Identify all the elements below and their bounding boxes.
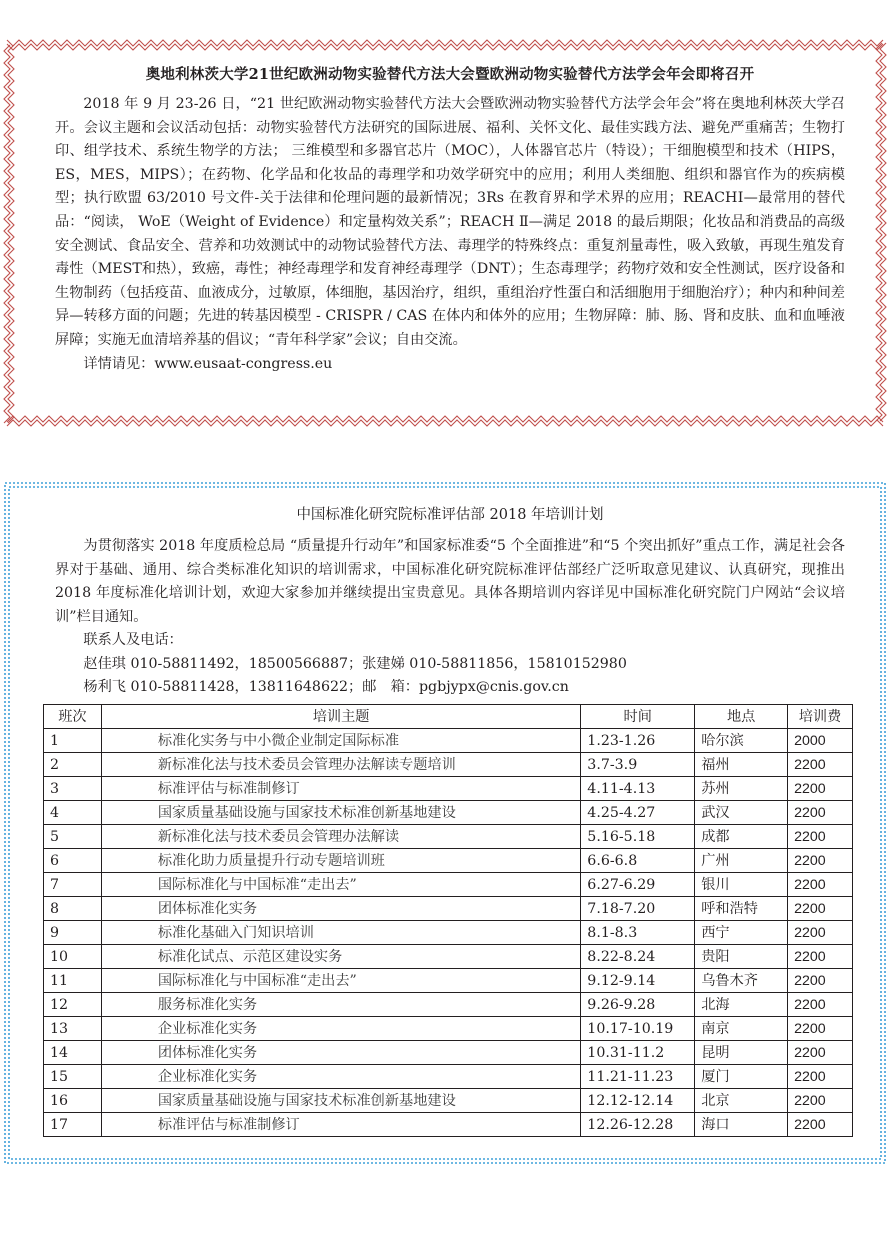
table-row bbox=[44, 873, 853, 897]
location-cell: 北京 bbox=[695, 1089, 788, 1113]
date-cell: 5.16-5.18 bbox=[581, 825, 695, 849]
fee-cell: 2200 bbox=[788, 1041, 853, 1065]
session-cell: 8 bbox=[44, 897, 102, 921]
eusaat-notice-body: 2018 年 9 月 23-26 日，“21 世纪欧洲动物实验替代方法大会暨欧洲动物实验替代方法学会年会”将在奥地利林茨大学召开。会议主题和会议活动包括：动物实验替代方法研究的国际进展、福利、关怀文化、最佳实践方法、避免严重痛苦；生物打印、组学技术、系统生物学的方法； 三维模型和多器官芯片（MOC），人体器官芯片（特设）；干细胞模型和技术（HIPS，ES，MES，MIPS）；在药物、化学品和化妆品的毒理学和功效学研究中的应用；利用人类细胞、组织和器官作为的疾病模型；执行欧盟 63/2010 号文件-关于法律和伦理问题的最新情况；3Rs 在教育界和学术界的应用；REACHⅠ—最常用的替代品：“阅读， WoE（Weight of Evidence）和定量构效关系”；REACH Ⅱ—满足 2018 的最后期限；化妆品和消费品的高级安全测试、食品安全、营养和功效测试中的动物试验替代方法、毒理学的特殊终点：重复剂量毒性，吸入致敏，再现生殖发育毒性（MEST和热），致癌，毒性；神经毒理学和发育神经毒理学（DNT）；生态毒理学；药物疗效和安全性测试，医疗设备和生物制药（包括疫苗、血液成分，过敏原，体细胞，基因治疗，组织，重组治疗性蛋白和活细胞用于细胞治疗）；种内和种间差异—转移方面的问题；先进的转基因模型 - CRISPR / CAS 在体内和体外的应用；生物屏障：肺、肠、肾和皮肤、血和血唾液屏障；实施无血清培养基的倡议；“青年科学家”会议；自由交流。 bbox=[55, 96, 845, 348]
location-cell: 哈尔滨 bbox=[695, 729, 788, 753]
table-row bbox=[44, 1017, 853, 1041]
topic-cell: 团体标准化实务 bbox=[101, 897, 580, 921]
topic-cell: 新标准化法与技术委员会管理办法解读专题培训 bbox=[101, 753, 580, 777]
training-plan-title: 中国标准化研究院标准评估部 2018 年培训计划 bbox=[296, 507, 604, 523]
location-cell: 银川 bbox=[695, 873, 788, 897]
session-cell: 15 bbox=[44, 1065, 102, 1089]
date-cell: 10.17-10.19 bbox=[581, 1017, 695, 1041]
fee-cell: 2200 bbox=[788, 825, 853, 849]
date-cell: 12.12-12.14 bbox=[581, 1089, 695, 1113]
location-cell: 武汉 bbox=[695, 801, 788, 825]
topic-cell: 国家质量基础设施与国家技术标准创新基地建设 bbox=[101, 1089, 580, 1113]
session-cell: 3 bbox=[44, 777, 102, 801]
date-cell: 3.7-3.9 bbox=[581, 753, 695, 777]
date-cell: 12.26-12.28 bbox=[581, 1113, 695, 1137]
location-cell: 广州 bbox=[695, 849, 788, 873]
location-cell: 成都 bbox=[695, 825, 788, 849]
topic-cell: 标准化试点、示范区建设实务 bbox=[101, 945, 580, 969]
fee-cell: 2200 bbox=[788, 1113, 853, 1137]
date-cell: 9.26-9.28 bbox=[581, 993, 695, 1017]
date-cell: 6.6-6.8 bbox=[581, 849, 695, 873]
table-row bbox=[44, 825, 853, 849]
topic-cell: 标准评估与标准制修订 bbox=[101, 777, 580, 801]
table-row bbox=[44, 897, 853, 921]
location-cell: 贵阳 bbox=[695, 945, 788, 969]
location-cell: 福州 bbox=[695, 753, 788, 777]
fee-cell: 2200 bbox=[788, 801, 853, 825]
fee-cell: 2200 bbox=[788, 1017, 853, 1041]
fee-cell: 2200 bbox=[788, 753, 853, 777]
fee-cell: 2200 bbox=[788, 945, 853, 969]
date-cell: 10.31-11.2 bbox=[581, 1041, 695, 1065]
table-row bbox=[44, 1113, 853, 1137]
training-plan-box bbox=[3, 481, 887, 1165]
table-row bbox=[44, 753, 853, 777]
topic-cell: 标准化实务与中小微企业制定国际标准 bbox=[101, 729, 580, 753]
location-cell: 昆明 bbox=[695, 1041, 788, 1065]
table-row bbox=[44, 777, 853, 801]
table-row bbox=[44, 993, 853, 1017]
date-cell: 11.21-11.23 bbox=[581, 1065, 695, 1089]
eusaat-notice-details: 详情请见：www.eusaat-congress.eu bbox=[83, 355, 333, 372]
contact-line-1: 赵佳琪 010-58811492，18500566887；张建娣 010-58811856，15810152980 bbox=[83, 655, 627, 672]
header-location: 地点 bbox=[695, 705, 788, 729]
table-row bbox=[44, 849, 853, 873]
topic-cell: 新标准化法与技术委员会管理办法解读 bbox=[101, 825, 580, 849]
session-cell: 9 bbox=[44, 921, 102, 945]
table-row bbox=[44, 1089, 853, 1113]
session-cell: 1 bbox=[44, 729, 102, 753]
date-cell: 6.27-6.29 bbox=[581, 873, 695, 897]
fee-cell: 2200 bbox=[788, 849, 853, 873]
topic-cell: 服务标准化实务 bbox=[101, 993, 580, 1017]
topic-cell: 标准化基础入门知识培训 bbox=[101, 921, 580, 945]
date-cell: 4.25-4.27 bbox=[581, 801, 695, 825]
location-cell: 西宁 bbox=[695, 921, 788, 945]
header-date: 时间 bbox=[581, 705, 695, 729]
session-cell: 11 bbox=[44, 969, 102, 993]
table-row bbox=[44, 1041, 853, 1065]
date-cell: 8.1-8.3 bbox=[581, 921, 695, 945]
date-cell: 1.23-1.26 bbox=[581, 729, 695, 753]
topic-cell: 标准评估与标准制修订 bbox=[101, 1113, 580, 1137]
session-cell: 12 bbox=[44, 993, 102, 1017]
topic-cell: 标准化助力质量提升行动专题培训班 bbox=[101, 849, 580, 873]
session-cell: 6 bbox=[44, 849, 102, 873]
header-session: 班次 bbox=[44, 705, 102, 729]
table-header-row bbox=[44, 705, 853, 729]
fee-cell: 2200 bbox=[788, 777, 853, 801]
location-cell: 海口 bbox=[695, 1113, 788, 1137]
fee-cell: 2000 bbox=[788, 729, 853, 753]
session-cell: 5 bbox=[44, 825, 102, 849]
header-topic: 培训主题 bbox=[101, 705, 580, 729]
fee-cell: 2200 bbox=[788, 921, 853, 945]
session-cell: 2 bbox=[44, 753, 102, 777]
date-cell: 9.12-9.14 bbox=[581, 969, 695, 993]
topic-cell: 国际标准化与中国标准“走出去” bbox=[101, 873, 580, 897]
fee-cell: 2200 bbox=[788, 873, 853, 897]
session-cell: 4 bbox=[44, 801, 102, 825]
location-cell: 苏州 bbox=[695, 777, 788, 801]
location-cell: 北海 bbox=[695, 993, 788, 1017]
date-cell: 7.18-7.20 bbox=[581, 897, 695, 921]
topic-cell: 企业标准化实务 bbox=[101, 1017, 580, 1041]
table-row bbox=[44, 801, 853, 825]
eusaat-notice-title: 奥地利林茨大学21世纪欧洲动物实验替代方法大会暨欧洲动物实验替代方法学会年会即将召开 bbox=[145, 66, 755, 83]
topic-cell: 国际标准化与中国标准“走出去” bbox=[101, 969, 580, 993]
session-cell: 7 bbox=[44, 873, 102, 897]
fee-cell: 2200 bbox=[788, 969, 853, 993]
session-cell: 13 bbox=[44, 1017, 102, 1041]
table-row bbox=[44, 945, 853, 969]
location-cell: 乌鲁木齐 bbox=[695, 969, 788, 993]
topic-cell: 团体标准化实务 bbox=[101, 1041, 580, 1065]
training-plan-intro: 为贯彻落实 2018 年度质检总局 “质量提升行动年”和国家标准委“5 个全面推进”和“5 个突出抓好”重点工作，满足社会各界对于基础、通用、综合类标准化知识的培训需求，中国标准化研究院标准评估部经广泛听取意见建议、认真研究，现推出 2018 年度标准化培训计划，欢迎大家参加并继续提出宝贵意见。具体各期培训内容详见中国标准化研究院门户网站“会议培训”栏目通知。 bbox=[55, 538, 845, 625]
session-cell: 14 bbox=[44, 1041, 102, 1065]
contact-line-2: 杨利飞 010-58811428，13811648622；邮 箱：pgbjypx@cnis.gov.cn bbox=[83, 679, 569, 695]
location-cell: 南京 bbox=[695, 1017, 788, 1041]
topic-cell: 企业标准化实务 bbox=[101, 1065, 580, 1089]
location-cell: 呼和浩特 bbox=[695, 897, 788, 921]
session-cell: 17 bbox=[44, 1113, 102, 1137]
session-cell: 10 bbox=[44, 945, 102, 969]
date-cell: 4.11-4.13 bbox=[581, 777, 695, 801]
location-cell: 厦门 bbox=[695, 1065, 788, 1089]
topic-cell: 国家质量基础设施与国家技术标准创新基地建设 bbox=[101, 801, 580, 825]
fee-cell: 2200 bbox=[788, 993, 853, 1017]
training-schedule-table bbox=[43, 704, 853, 1137]
table-row bbox=[44, 969, 853, 993]
fee-cell: 2200 bbox=[788, 1089, 853, 1113]
fee-cell: 2200 bbox=[788, 1065, 853, 1089]
header-fee: 培训费 bbox=[788, 705, 853, 729]
contact-heading: 联系人及电话： bbox=[83, 632, 183, 648]
table-row bbox=[44, 921, 853, 945]
table-row bbox=[44, 1065, 853, 1089]
fee-cell: 2200 bbox=[788, 897, 853, 921]
table-row bbox=[44, 729, 853, 753]
session-cell: 16 bbox=[44, 1089, 102, 1113]
date-cell: 8.22-8.24 bbox=[581, 945, 695, 969]
eusaat-notice-box bbox=[3, 39, 887, 427]
